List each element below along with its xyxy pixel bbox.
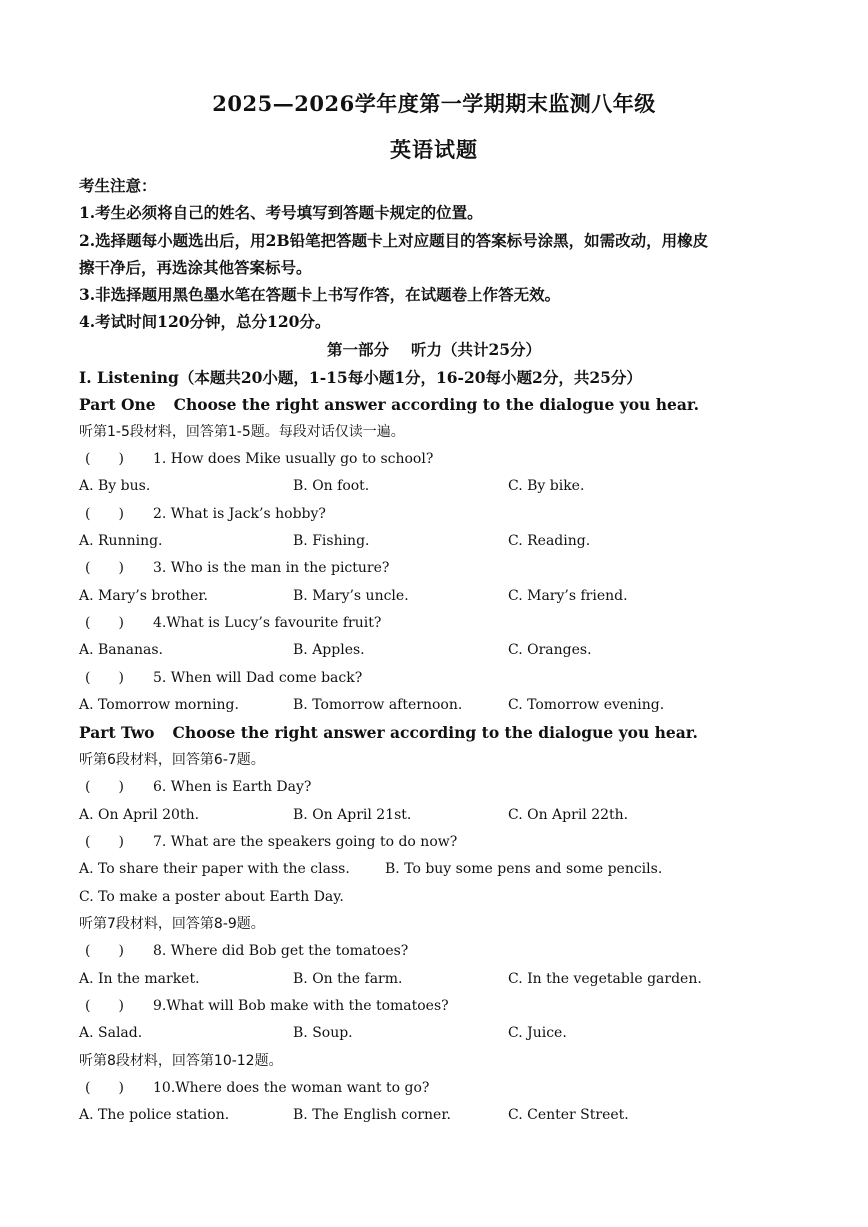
part-one-label: Part One [79,395,156,415]
answer-blank[interactable]: ( ) [85,779,124,796]
option-a: A. Bananas. [79,642,164,659]
notice-item: 擦干净后，再选涂其他答案标号。 [79,257,312,277]
question-text: 4.What is Lucy’s favourite fruit? [153,615,382,632]
notice-item: 1.考生必须将自己的姓名、考号填写到答题卡规定的位置。 [79,203,483,223]
question-row [79,1075,809,1102]
option-b: B. Soup. [293,1025,353,1042]
answer-blank[interactable]: ( ) [85,615,124,632]
answer-blank[interactable]: ( ) [85,1079,124,1096]
option-a: A. Tomorrow morning. [79,697,239,714]
question-row [79,610,809,637]
part-one-note: 听第1-5段材料，回答第1-5题。每段对话仅读一遍。 [79,423,405,440]
option-c: C. Center Street. [508,1107,629,1124]
question-text: 6. When is Earth Day? [153,779,312,796]
options-row [79,583,809,610]
question-row [79,993,809,1020]
listening-section [79,364,809,1130]
section-part-label: 第一部分 [326,340,389,359]
question-row [79,446,809,473]
option-a: A. Salad. [79,1025,143,1042]
option-a: A. In the market. [79,970,200,987]
option-b: B. On foot. [293,478,370,495]
exam-subject: 英语试题 [390,137,478,162]
option-c: C. Oranges. [508,642,592,659]
answer-blank[interactable]: ( ) [85,943,124,960]
option-b: B. Mary’s uncle. [293,587,409,604]
question-text: 7. What are the speakers going to do now? [153,833,458,850]
option-c: C. Juice. [508,1025,567,1042]
listening-heading: I. Listening（本题共20小题，1-15每小题1分，16-20每小题2分，共25分） [79,368,642,387]
option-b: B. Apples. [293,642,365,659]
option-c: C. To make a poster about Earth Day. [79,888,344,905]
options-row [79,1020,809,1047]
option-c: C. Tomorrow evening. [508,697,665,714]
section-heading [0,338,868,360]
option-c: C. Reading. [508,533,591,550]
question-text: 5. When will Dad come back? [153,669,363,686]
option-c: C. On April 22th. [508,806,629,823]
option-a: A. The police station. [79,1107,230,1124]
option-b: B. On April 21st. [293,806,412,823]
notice-item: 2.选择题每小题选出后，用2B铅笔把答题卡上对应题目的答案标号涂黑，如需改动，用橡皮 [79,230,709,250]
answer-blank[interactable]: ( ) [85,451,124,468]
options-row [79,802,809,829]
option-a: A. To share their paper with the class. [79,861,350,878]
answer-blank[interactable]: ( ) [85,669,124,686]
options-row [79,637,809,664]
options-row [79,856,809,883]
question-row [79,829,809,856]
option-c: C. In the vegetable garden. [508,970,702,987]
option-c: C. Mary’s friend. [508,587,628,604]
options-row [79,528,809,555]
option-a: A. On April 20th. [79,806,200,823]
option-b: B. On the farm. [293,970,403,987]
question-row [79,938,809,965]
question-row [79,774,809,801]
part-two-instruction: Choose the right answer according to the dialogue you hear. [172,723,698,743]
question-row [79,501,809,528]
option-c: C. By bike. [508,478,585,495]
question-text: 8. Where did Bob get the tomatoes? [153,943,409,960]
options-row [79,966,809,993]
options-row [79,1102,809,1129]
part-two-label: Part Two [79,723,155,743]
answer-blank[interactable]: ( ) [85,560,124,577]
part-two-note: 听第6段材料，回答第6-7题。 [79,751,265,768]
option-b: B. The English corner. [293,1107,451,1124]
answer-blank[interactable]: ( ) [85,997,124,1014]
notice-item: 3.非选择题用黑色墨水笔在答题卡上书写作答，在试题卷上作答无效。 [79,285,561,305]
notice-block [79,172,799,336]
part-one-heading [79,391,809,418]
question-text: 10.Where does the woman want to go? [153,1079,430,1096]
section-part-name: 听力（共计25分） [410,340,542,359]
answer-blank[interactable]: ( ) [85,505,124,522]
question-text: 1. How does Mike usually go to school? [153,451,434,468]
notice-heading: 考生注意： [79,176,157,195]
part-two-note: 听第8段材料，回答第10-12题。 [79,1052,283,1069]
notice-item: 4.考试时间120分钟，总分120分。 [79,312,331,332]
part-two-note: 听第7段材料，回答第8-9题。 [79,915,265,932]
part-two-heading [79,719,809,746]
option-b: B. To buy some pens and some pencils. [385,861,663,878]
options-row [79,692,809,719]
part-one-instruction: Choose the right answer according to the dialogue you hear. [173,395,700,415]
question-text: 9.What will Bob make with the tomatoes? [153,997,449,1014]
exam-title: 2025—2026学年度第一学期期末监测八年级 [212,91,656,116]
option-a: A. Mary’s brother. [79,587,208,604]
option-b: B. Fishing. [293,533,370,550]
question-text: 3. Who is the man in the picture? [153,560,390,577]
question-row [79,555,809,582]
option-a: A. Running. [79,533,163,550]
question-text: 2. What is Jack’s hobby? [153,505,326,522]
option-a: A. By bus. [79,478,151,495]
options-row [79,473,809,500]
option-b: B. Tomorrow afternoon. [293,697,463,714]
answer-blank[interactable]: ( ) [85,833,124,850]
question-row [79,665,809,692]
